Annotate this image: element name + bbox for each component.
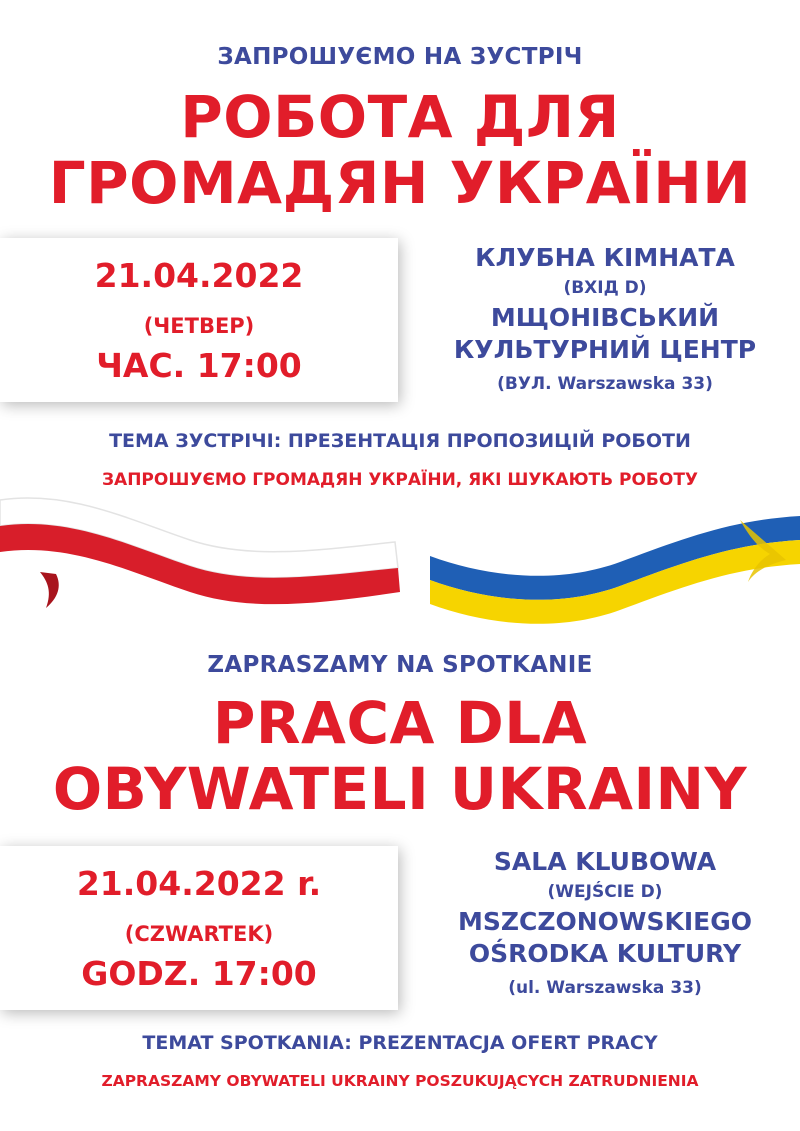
pl-date-box [0, 846, 398, 1010]
pl-venue-block [420, 846, 790, 1002]
pl-venue-name-line1: MSZCZONOWSKIEGO [457, 907, 753, 936]
ua-weekday: (ЧЕТВЕР) [143, 314, 255, 338]
pl-time: GODZ. 17:00 [81, 954, 317, 993]
ua-date: 21.04.2022 [94, 256, 304, 295]
ukrainian-flag-ribbon-icon [430, 516, 800, 624]
pl-topic: TEMAT SPOTKANIA: PREZENTACJA OFERT PRACY [142, 1032, 658, 1054]
ua-call-to-action: ЗАПРОШУЄМО ГРОМАДЯН УКРАЇНИ, ЯКІ ШУКАЮТЬ РОБОТУ [101, 470, 699, 490]
pl-title-line2: OBYWATELI UKRAINY [52, 755, 748, 823]
ua-time: ЧАС. 17:00 [96, 346, 302, 385]
ua-topic: ТЕМА ЗУСТРІЧІ: ПРЕЗЕНТАЦІЯ ПРОПОЗИЦІЙ РОБОТИ [109, 430, 691, 452]
pl-venue-name-line2: OŚRODKA KULTURY [468, 939, 742, 968]
polish-flag-ribbon-icon [0, 498, 400, 608]
pl-date: 21.04.2022 r. [76, 864, 322, 903]
pl-venue-room: SALA KLUBOWA [493, 847, 717, 876]
pl-weekday: (CZWARTEK) [124, 922, 274, 946]
ua-venue-block [420, 242, 790, 398]
pl-call-to-action: ZAPRASZAMY OBYWATELI UKRAINY POSZUKUJĄCYCH ZATRUDNIENIA [101, 1072, 699, 1090]
pl-venue-address: (ul. Warszawska 33) [508, 978, 702, 998]
ua-date-box [0, 238, 398, 402]
ua-venue-address: (ВУЛ. Warszawska 33) [497, 374, 713, 394]
ua-venue-name-line2: КУЛЬТУРНИЙ ЦЕНТР [453, 335, 757, 364]
ua-venue-entrance: (ВХІД D) [563, 278, 647, 298]
pl-invite-heading: ZAPRASZAMY NA SPOTKANIE [207, 652, 593, 678]
ua-venue-room: КЛУБНА КІМНАТА [475, 243, 735, 272]
ua-venue-name-line1: МЩОНІВСЬКИЙ [490, 303, 720, 332]
ua-title-line1: РОБОТА ДЛЯ [180, 83, 620, 151]
ua-title-line2: ГРОМАДЯН УКРАЇНИ [48, 149, 752, 217]
ua-invite-heading: ЗАПРОШУЄМО НА ЗУСТРІЧ [217, 44, 583, 70]
flag-ribbons [0, 480, 800, 630]
pl-title-line1: PRACA DLA [212, 689, 588, 757]
pl-venue-entrance: (WEJŚCIE D) [547, 882, 663, 902]
